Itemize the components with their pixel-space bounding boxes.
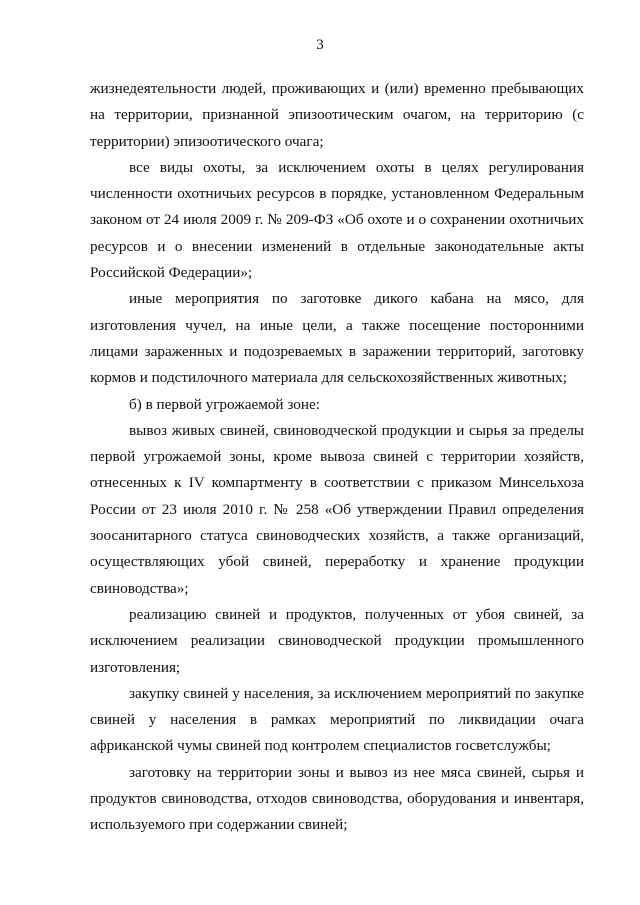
paragraph-live-pigs-export: вывоз живых свиней, свиноводческой продукции и сырья за пределы первой угрожаемой зоны, кроме вывоза свиней с территории хозяйств, отнесенных к IV компартменту в соответствии с приказом Минсельхоза России от 23 июля 2010 г. № 258 «Об утверждении Правил определения зоосанитарного статуса свиноводческих хозяйств, а также организаций, осуществляющих убой свиней, переработку и хранение продукции свиноводства»; [90, 421, 584, 597]
page-number: 3 [316, 37, 324, 53]
paragraph-hunting: все виды охоты, за исключением охоты в целях регулирования численности охотничьих ресурсов в порядке, установленном Федеральным законом от 24 июля 2009 г. № 209-ФЗ «Об охоте и о сохранении охотничьих ресурсов и о внесении изменений в отдельные законодательные акты Российской Федерации»; [90, 158, 584, 282]
paragraph-continuation: жизнедеятельности людей, проживающих и (или) временно пребывающих на территории, признанной эпизоотическим очагом, на территорию (с территории) эпизоотического очага; [90, 80, 584, 150]
paragraph-first-zone-heading: б) в первой угрожаемой зоне: [129, 395, 320, 413]
paragraph-sale-of-pigs: реализацию свиней и продуктов, полученных от убоя свиней, за исключением реализации свиноводческой продукции промышленного изготовления; [90, 605, 584, 676]
paragraph-meat-procurement: заготовку на территории зоны и вывоз из нее мяса свиней, сырья и продуктов свиноводства, отходов свиноводства, оборудования и инвентаря, используемого при содержании свиней; [90, 763, 584, 834]
paragraph-purchase-of-pigs: закупку свиней у населения, за исключением мероприятий по закупке свиней у населения в рамках мероприятий по ликвидации очага африканской чумы свиней под контролем специалистов госветслужбы; [90, 684, 584, 755]
document-body [90, 76, 584, 839]
paragraph-wild-boar: иные мероприятия по заготовке дикого кабана на мясо, для изготовления чучел, на иные цели, а также посещение посторонними лицами зараженных и подозреваемых в заражении территорий, заготовку кормов и подстилочного материала для сельскохозяйственных животных; [90, 290, 584, 387]
